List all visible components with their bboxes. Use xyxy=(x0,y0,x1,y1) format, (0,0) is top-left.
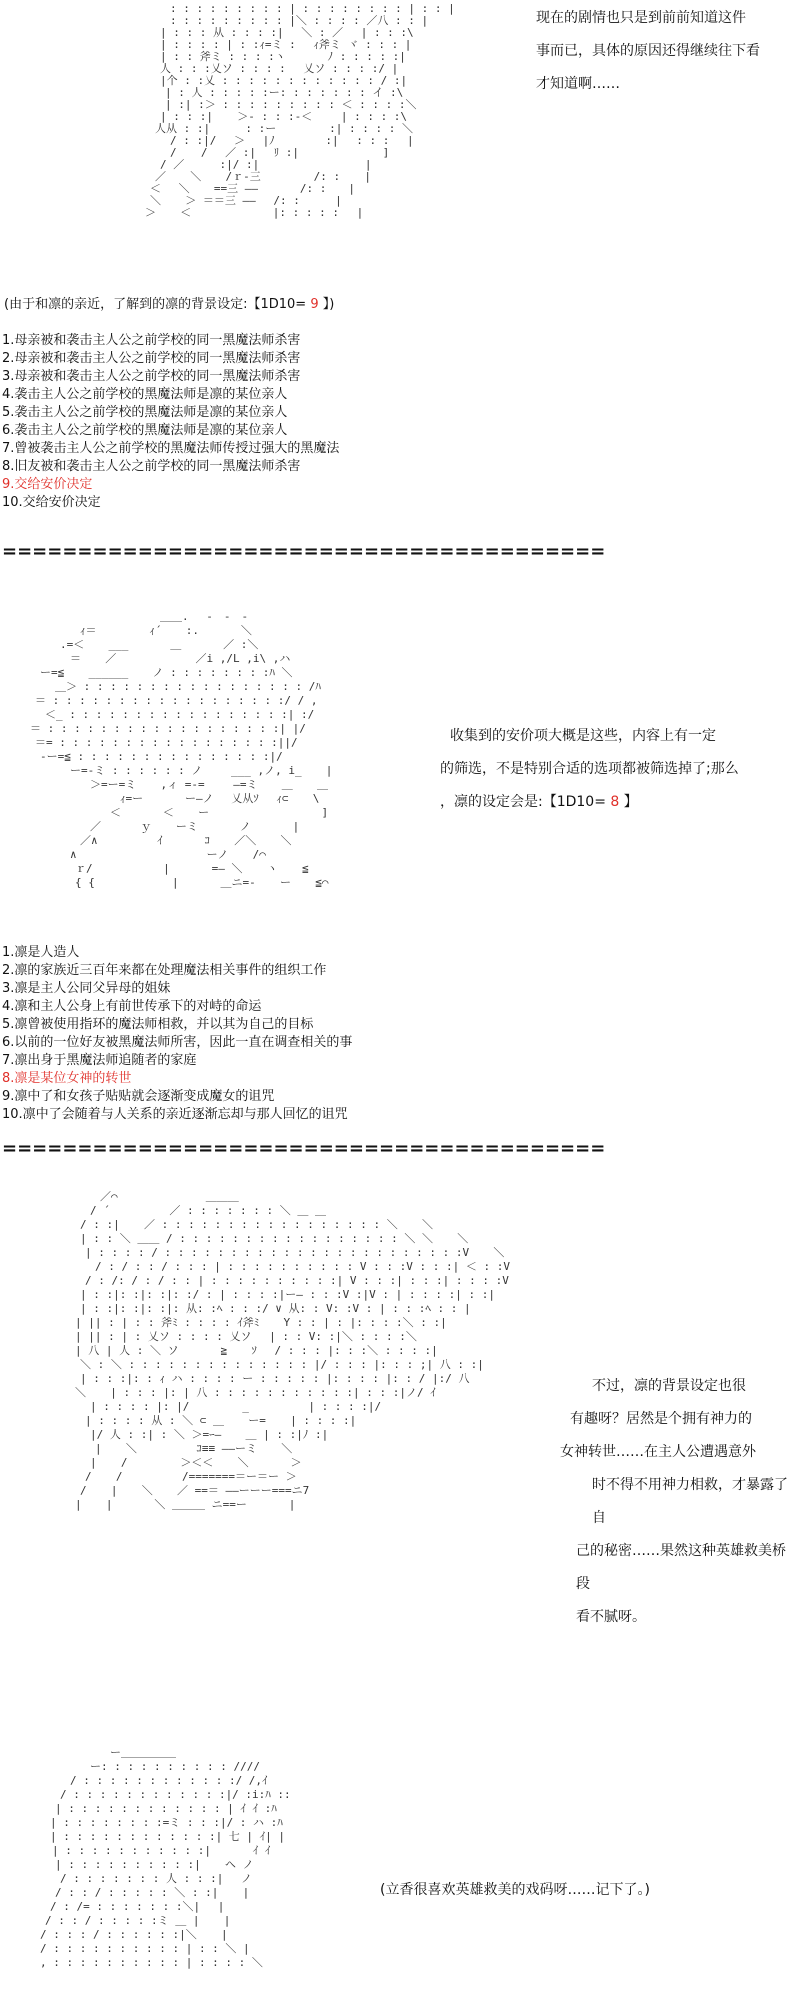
comment-3-line-4: 时不得不用神力相救，才暴露了自 xyxy=(592,1477,788,1526)
svg-text:| : :|: :|: :|: 从: :ﾍ : : :/ ∨: | : :|: :|: :|: 从: :ﾍ : : :/ ∨ 从: : V: :V : | : : :ﾍ : : | xyxy=(80,1302,471,1315)
svg-text:| || : | : 乂ソ : : : : 乂ソ | :: | || : | : 乂ソ : : : : 乂ソ | : : V: :|＼ : : : :＼ xyxy=(75,1330,417,1343)
svg-text:／ ＼ /ｒ-三 /: : |: ／ ＼ /ｒ-三 /: : | xyxy=(155,170,371,183)
svg-text:ー: : : : : : : : : : ////: ー: : : : : : : : : : //// xyxy=(90,1760,260,1773)
svg-text:{ { | ＿ニ=- ー ≦: { { | ＿ニ=- ー ≦⌒ xyxy=(75,876,329,889)
svg-text:| : : : : | : :ｨ=ミ : ｨ斧ミ ヾ :: | : : : : | : :ｨ=ミ : ｨ斧ミ ヾ : : : | xyxy=(160,38,412,51)
roll1-option: 2.母亲被和袭击主人公之前学校的同一黑魔法师杀害 xyxy=(2,351,301,366)
roll1-intro-prefix: (由于和凛的亲近，了解到的凛的背景设定:【1D10= xyxy=(4,297,311,312)
svg-text:/ : : : : : : : : : : : :/ /,ｲ: / : : : : : : : : : : : :/ /,ｲ xyxy=(70,1774,268,1787)
svg-text:| : : : : : : : :=ミ : : :|/ :: | : : : : : : : :=ミ : : :|/ : ハ :ﾊ xyxy=(50,1816,283,1829)
svg-text:＿＞ : : : : : : : : : : : : : :: ＿＞ : : : : : : : : : : : : : : : : : /ﾊ xyxy=(55,680,321,693)
roll1-intro xyxy=(4,296,334,314)
roll2-option: 2.凛的家族近三百年来都在处理魔法相关事件的组织工作 xyxy=(2,963,327,978)
svg-text:/ : /: / : / : : | : : : : : :: / : /: / : / : : | : : : : : : : : : :| V : : :| : : :| : : : :V xyxy=(85,1274,509,1287)
svg-text:| : : : : : : : : : : : : | ｲ: | : : : : : : : : : : : : | ｲ ｲ :ﾊ xyxy=(55,1802,277,1815)
svg-text:| : : : : : : : : : :| ヘ ノ: | : : : : : : : : : :| ヘ ノ xyxy=(55,1858,254,1871)
svg-text:/ ´ ／ : : : : : : : ＼ ＿: / ´ ／ : : : : : : : ＼ ＿ ＿ xyxy=(90,1204,326,1217)
top-caption-line-3: 才知道啊…… xyxy=(536,76,620,92)
svg-text:/ | ＼ ／ ==＝ ――ーーー===ニ7: / | ＼ ／ ==＝ ――ーーー===ニ7 xyxy=(80,1484,310,1497)
svg-text:| : : : : |: |/ _ |: | : : : : |: |/ _ | : : : :|/ xyxy=(90,1400,382,1413)
svg-text:| ＼ ｺ≡≡ ――ーミ ＼: | ＼ ｺ≡≡ ――ーミ ＼ xyxy=(95,1442,293,1455)
roll2-option: 9.凛中了和女孩子贴贴就会逐渐变成魔女的诅咒 xyxy=(2,1089,275,1104)
roll2-caption-line-3: ，凛的设定会是:【1D10= 8 】 xyxy=(440,794,638,810)
comment-3-line-5: 己的秘密……果然这种英雄救美桥段 xyxy=(576,1543,786,1592)
svg-text:/ : :|/ ＞ |ﾉ :| : : :: / : :|/ ＞ |ﾉ :| : : : | xyxy=(170,134,414,147)
svg-text:| : : : : : : : : : : : :| 七 |: | : : : : : : : : : : : :| 七 | ｲ| | xyxy=(50,1830,286,1843)
roll1-option: 7.曾被袭击主人公之前学校的黑魔法师传授过强大的黑魔法 xyxy=(2,441,340,456)
svg-text:| : : : : : : : : : : :| ｲ: | : : : : : : : : : : :| ｲ ｲ xyxy=(52,1844,271,1857)
svg-text:ｨ=ー ー―ノ 乂从ｿ ｨ⊂ \: ｨ=ー ー―ノ 乂从ｿ ｨ⊂ \ xyxy=(120,792,320,805)
svg-text:| / ＞＜＜ ＼ ＞: | / ＞＜＜ ＼ ＞ xyxy=(90,1456,302,1469)
svg-text:＜_ : : : : : : : : : : : : : :: ＜_ : : : : : : : : : : : : : : : : :| :/ xyxy=(45,708,315,721)
svg-text:| : : :| ＞- : : :-＜ | : :: | : : :| ＞- : : :-＜ | : : : :\ xyxy=(160,110,408,123)
svg-text:/ / /=======＝ー＝ー ＞: / / /=======＝ー＝ー ＞ xyxy=(85,1470,297,1483)
svg-text:／⌒ ＿＿＿: ／⌒ ＿＿＿ xyxy=(100,1190,239,1203)
svg-text:／∧ ｲ ｺ ／＼ ＼: ／∧ ｲ ｺ ／＼ ＼ xyxy=(80,834,292,847)
svg-text:人从 : :| : :ー :| : : :: 人从 : :| : :ー :| : : : : ＼ xyxy=(155,122,413,135)
roll1-option: 5.袭击主人公之前学校的黑魔法师是凛的某位亲人 xyxy=(2,405,288,420)
roll2-option: 4.凛和主人公身上有前世传承下的对峙的命运 xyxy=(2,999,262,1014)
svg-text:/ : / : : / : : : | : : : : :: / : / : : / : : : | : : : : : : : : : : V : : :V : : :| ＜ : :V xyxy=(95,1260,510,1273)
roll2-caption-line-1: 收集到的安价项大概是这些，内容上有一定 xyxy=(450,728,716,744)
roll1-option: 4.袭击主人公之前学校的黑魔法师是凛的某位亲人 xyxy=(2,387,288,402)
svg-text:＞=ー=ミ ,ィ =-= ―=ミ ＿ ＿: ＞=ー=ミ ,ィ =-= ―=ミ ＿ ＿ xyxy=(90,778,328,791)
svg-text:.=＜ ___ ＿ ／ :＼: .=＜ ___ ＿ ／ :＼ xyxy=(60,638,259,651)
svg-text:/ ／ :|/ :| |: / ／ :|/ :| | xyxy=(160,158,372,171)
roll2-option: 3.凛是主人公同父异母的姐妹 xyxy=(2,981,171,996)
top-caption xyxy=(536,2,796,101)
svg-text:| : : : : 从 : ＼ ⊂ ＿ ー= | :: | : : : : 从 : ＼ ⊂ ＿ ー= | : : : :| xyxy=(85,1414,357,1427)
svg-text:∧ ーノ /⌒: ∧ ーノ /⌒ xyxy=(70,848,266,861)
ascii-art-character-2 xyxy=(0,608,430,938)
roll2-options xyxy=(2,944,352,1124)
svg-text:: : : : : : : : : |＼ : : : : ／: : : : : : : : : : |＼ : : : : ／八 : : | xyxy=(170,14,429,27)
roll2-option: 6.以前的一位好友被黑魔法师所害，因此一直在调查相关的事 xyxy=(2,1035,353,1050)
svg-text:| || : | : : 斧ﾐ : : : : ｲ斧ﾐ: | || : | : : 斧ﾐ : : : : ｲ斧ﾐ Y : : | : |: : : :＼ : :| xyxy=(75,1316,447,1329)
svg-text:| :| :＞ : : : : : : : : : ＜ :: | :| :＞ : : : : : : : : : ＜ : : : :＼ xyxy=(165,98,417,111)
svg-text:/ : : : / : : : : : :|＼ |: / : : : / : : : : : :|＼ | xyxy=(40,1928,228,1941)
comment-3-line-2: 有趣呀？居然是个拥有神力的 xyxy=(570,1411,752,1427)
svg-text:ｨ＝ ｨ´ :. ＼: ｨ＝ ｨ´ :. ＼ xyxy=(80,624,252,637)
roll2-option: 10.凛中了会随着与人关系的亲近逐渐忘却与那人回忆的诅咒 xyxy=(2,1107,348,1122)
svg-text:| : : :|: : ｨ ハ : : : : ー : :: | : : :|: : ｨ ハ : : : : ー : : : : : |: : : : |: : / |:/ 八 xyxy=(80,1372,470,1385)
ascii-art-character-3 xyxy=(60,1188,560,1518)
roll2-caption-line-2: 的筛选，不是特别合适的选项都被筛选掉了;那么 xyxy=(440,761,739,777)
roll2-option: 1.凛是人造人 xyxy=(2,945,80,960)
divider-2: ======================================== xyxy=(2,1138,606,1159)
svg-text:ー＿＿＿＿＿: ー＿＿＿＿＿ xyxy=(110,1746,176,1759)
ascii-art-character-1 xyxy=(140,0,470,285)
svg-text:/ : : : : : : : 人 : : :| ノ: / : : : : : : : 人 : : :| ノ xyxy=(60,1872,252,1885)
svg-text:| : : ＼ ＿＿ / : : : : : : : : :: | : : ＼ ＿＿ / : : : : : : : : : : : : : : : : : ＼ ＼ ＼ xyxy=(80,1232,469,1245)
svg-text:/ : : : : : : : : : : | : : ＼: / : : : : : : : : : : | : : ＼ | xyxy=(40,1942,250,1955)
svg-text:＝ : : : : : : : : : : : : : :: ＝ : : : : : : : : : : : : : : : : : :/ / , xyxy=(35,694,318,707)
divider-1: ======================================== xyxy=(2,541,606,562)
svg-text:| : : : : / : : : : : : : : :: | : : : : / : : : : : : : : : : : : : : : : : : : : : : :V ＼ xyxy=(85,1246,505,1259)
svg-text:＞ ＜ |: : : : : |: ＞ ＜ |: : : : : | xyxy=(145,206,364,219)
svg-text:＝ ／ ／i ,/L ,i\ ,ハ: ＝ ／ ／i ,/L ,i\ ,ハ xyxy=(70,652,291,665)
roll1-option: 10.交给安价决定 xyxy=(2,495,101,510)
svg-text:| : 人 : : : : :ー: : : : : : :: | : 人 : : : : :ー: : : : : : : イ :\ xyxy=(165,86,404,99)
svg-text:＼ | : : : |: | 八 : : : : : :: ＼ | : : : |: | 八 : : : : : : : : : : :| : : :|ノ/ ｲ xyxy=(75,1386,436,1399)
roll1-options xyxy=(2,332,339,512)
svg-text:ー=≦ ______ ノ : : : : : : :: ー=≦ ______ ノ : : : : : : : :ﾊ ＼ xyxy=(40,666,293,679)
svg-text:-ー=≦ : : : : : : : : : : : : :: -ー=≦ : : : : : : : : : : : : : : :|/ xyxy=(40,750,283,763)
svg-text:/ : : / : : : : :ミ ＿ | |: / : : / : : : : :ミ ＿ | | xyxy=(45,1914,231,1927)
svg-text:|/ 人 : :| : ＼ ＞=ｰ― ＿ | : :|ﾉ: |/ 人 : :| : ＼ ＞=ｰ― ＿ | : :|ﾉ :| xyxy=(90,1428,329,1441)
roll1-option: 6.袭击主人公之前学校的黑魔法师是凛的某位亲人 xyxy=(2,423,288,438)
roll2-caption xyxy=(440,720,796,819)
roll1-option-selected: 9.交给安价决定 xyxy=(2,477,93,492)
svg-text:/ : :| ／ : : : : : : : : : :: / : :| ／ : : : : : : : : : : : : : : : : : ＼ ＼ xyxy=(80,1218,434,1231)
svg-text:/ : : : : : : : : : : : :|/ :i: / : : : : : : : : : : : :|/ :i:ﾊ :: xyxy=(60,1788,291,1801)
svg-text:＜ ＼ ==三 ―― /: : |: ＜ ＼ ==三 ―― /: : | xyxy=(150,182,355,195)
comment-3-line-3: 女神转世……在主人公遭遇意外 xyxy=(560,1444,756,1460)
svg-text:＜ ＜ ー ]: ＜ ＜ ー ] xyxy=(110,806,329,819)
roll1-option: 3.母亲被和袭击主人公之前学校的同一黑魔法师杀害 xyxy=(2,369,301,384)
comment-3-line-6: 看不腻呀。 xyxy=(576,1609,646,1625)
svg-text:＼ ＞ ＝＝三 ―― /: : |: ＼ ＞ ＝＝三 ―― /: : | xyxy=(150,194,342,207)
svg-text:／ ｙ ーミ ノ |: ／ ｙ ーミ ノ | xyxy=(90,820,300,833)
svg-text:/ : : / : : : : : ＼ : :| |: / : : / : : : : : ＼ : :| | xyxy=(55,1886,250,1899)
roll1-intro-suffix: 】) xyxy=(318,297,335,312)
svg-text:/ : /= : : : : : : :＼| |: / : /= : : : : : : :＼| | xyxy=(50,1900,225,1913)
roll2-result: 8 xyxy=(610,794,620,810)
roll1-result: 9 xyxy=(310,297,319,312)
comment-3 xyxy=(556,1370,796,1634)
comment-4: (立香很喜欢英雄救美的戏码呀……记下了。) xyxy=(380,1882,650,1898)
roll2-option: 7.凛出身于黑魔法师追随者的家庭 xyxy=(2,1053,197,1068)
top-caption-line-2: 事而已，具体的原因还得继续往下看 xyxy=(536,43,760,59)
top-caption-line-1: 现在的剧情也只是到前前知道这件 xyxy=(536,10,746,26)
svg-text:＝ : : : : : : : : : : : : : :: ＝ : : : : : : : : : : : : : : : : : :| |/ xyxy=(30,722,306,735)
svg-text:: : : : : : : : : | : : : : :: : : : : : : : : : | : : : : : : : : | : : | xyxy=(170,2,455,15)
svg-text:＿＿. - ‐ -: ＿＿. - ‐ - xyxy=(160,610,249,623)
roll1-option: 1.母亲被和袭击主人公之前学校的同一黑魔法师杀害 xyxy=(2,333,301,348)
svg-text:| : : : 从 : : : :| ＼ : ／ | :: | : : : 从 : : : :| ＼ : ／ | : : :\ xyxy=(160,26,414,39)
roll2-option-selected: 8.凛是某位女神的转世 xyxy=(2,1071,132,1086)
svg-text:| 八 | 人 : ＼ ソ ≧ ｿ / : :: | 八 | 人 : ＼ ソ ≧ ｿ / : : : |: : :＼ : : : :| xyxy=(75,1344,438,1357)
svg-text:＝= : : : : : : : : : : : : : :: ＝= : : : : : : : : : : : : : : : : :||/ xyxy=(35,736,298,749)
svg-text:ー=-ミ : : : : : : ノ ___ ,ノ, i: ー=-ミ : : : : : : ノ ___ ,ノ, i_ | xyxy=(70,764,333,777)
svg-text:ｒ/ | =― ＼ ヽ ≦: ｒ/ | =― ＼ ヽ ≦ xyxy=(75,862,309,875)
svg-text:| | ＼ ＿＿＿ ニ==ー |: | | ＼ ＿＿＿ ニ==ー | xyxy=(75,1498,296,1511)
svg-text:| : : 斧ミ : : : :ヽ ﾉ : : :: | : : 斧ミ : : : :ヽ ﾉ : : : : :| xyxy=(160,50,406,63)
comment-3-line-1: 不过，凛的背景设定也很 xyxy=(592,1378,746,1394)
ascii-art-character-4 xyxy=(40,1744,300,2000)
svg-text:/ / ／ :| ﾘ :| ]: / / ／ :| ﾘ :| ] xyxy=(170,146,390,159)
svg-text:| : :|: :|: :|: :/ : | : : : :: | : :|: :|: :|: :/ : | : : : :|ー― : : :V :|V : | : : : :| : :| xyxy=(80,1288,495,1301)
svg-text:人 : : :乂ソ : : : : 乂ソ : : : :/: 人 : : :乂ソ : : : : 乂ソ : : : :/ | xyxy=(160,62,399,75)
roll1-option: 8.旧友被和袭击主人公之前学校的同一黑魔法师杀害 xyxy=(2,459,301,474)
roll2-option: 5.凛曾被使用指环的魔法师相救，并以其为自己的目标 xyxy=(2,1017,314,1032)
svg-text:, : : : : : : : : : : | : : :: , : : : : : : : : : : | : : : : ＼ xyxy=(40,1956,263,1969)
svg-text:＼ : ＼ : : : : : : : : : : : :: ＼ : ＼ : : : : : : : : : : : : : : |/ : : : |: : : ;| 八 : :| xyxy=(80,1358,484,1371)
svg-text:|个 : :乂 : : : : : : : : : : :: |个 : :乂 : : : : : : : : : : : : / :| xyxy=(160,74,408,87)
